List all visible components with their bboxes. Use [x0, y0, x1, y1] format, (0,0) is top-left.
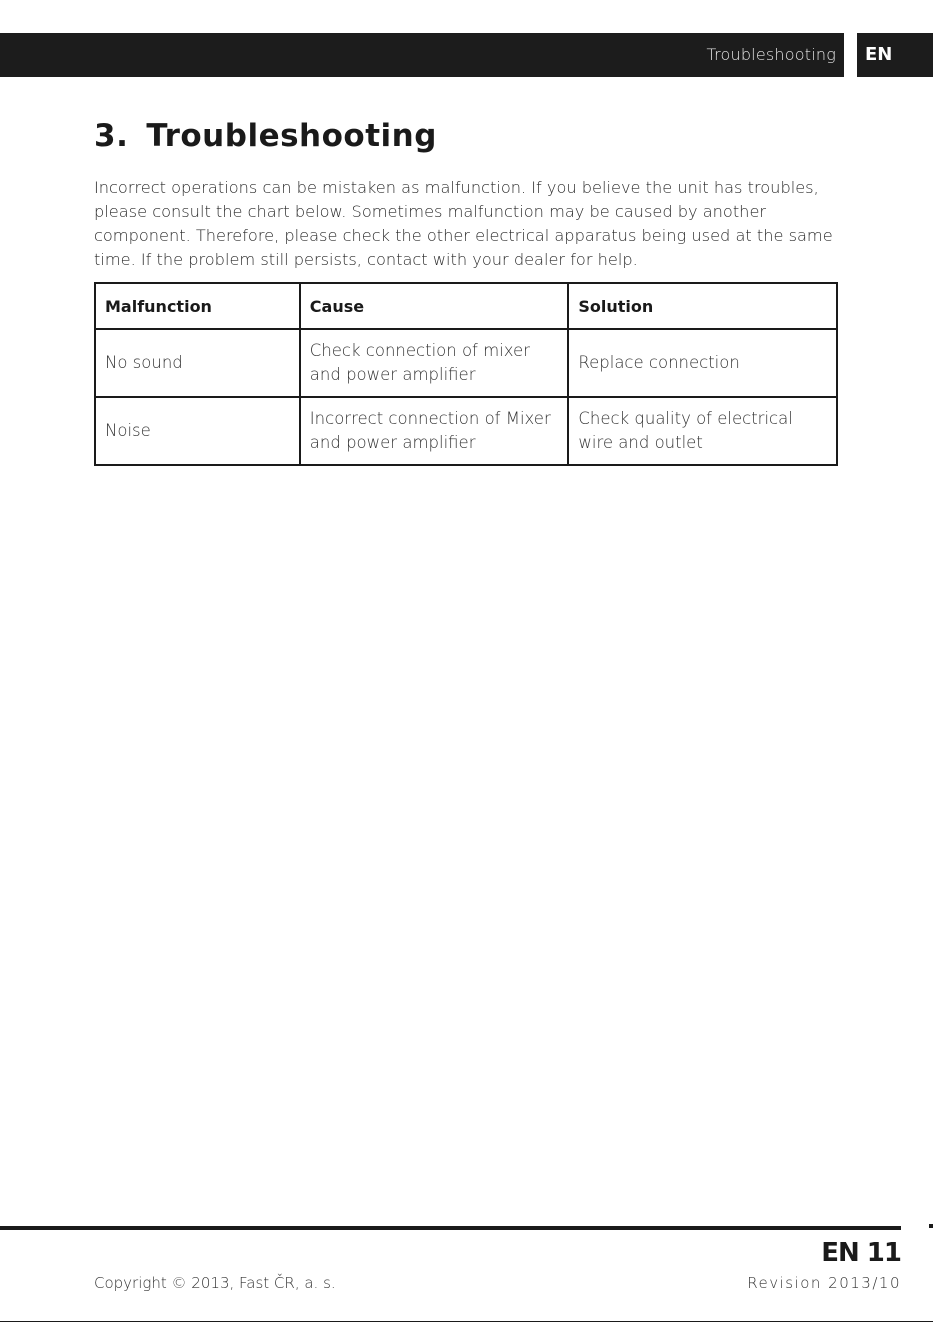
header-bar: [0, 33, 844, 77]
cell-solution: Replace connection: [568, 329, 837, 397]
table-row: [95, 397, 837, 465]
cell-cause: Check connection of mixer and power amplifier: [300, 329, 569, 397]
footer-divider-tick: [929, 1224, 933, 1228]
cell-malfunction: No sound: [95, 329, 300, 397]
language-tab: [857, 33, 933, 77]
cell-solution: Check quality of electrical wire and outlet: [568, 397, 837, 465]
cell-cause: Incorrect connection of Mixer and power amplifier: [300, 397, 569, 465]
copyright-text: Copyright © 2013, Fast ČR, a. s.: [94, 1274, 336, 1292]
troubleshooting-table: [94, 282, 838, 466]
header-malfunction: Malfunction: [95, 283, 300, 329]
section-title-text: Troubleshooting: [146, 118, 437, 154]
page-number: EN 11: [821, 1238, 901, 1268]
revision-text: Revision 2013/10: [747, 1274, 901, 1292]
header-section-label: Troubleshooting: [706, 45, 836, 64]
footer-divider: [0, 1226, 901, 1230]
table-header-row: [95, 283, 837, 329]
section-number: 3.: [94, 118, 129, 154]
bottom-edge-rule: [0, 1321, 933, 1322]
header-cause: Cause: [300, 283, 569, 329]
table-row: [95, 329, 837, 397]
language-label: EN: [865, 44, 893, 65]
cell-malfunction: Noise: [95, 397, 300, 465]
section-title: [94, 118, 437, 154]
header-solution: Solution: [568, 283, 837, 329]
intro-paragraph: Incorrect operations can be mistaken as malfunction. If you believe the unit has troubles, please consult the chart below. Sometimes malfunction may be caused by another component. Therefore, please check the other electrical apparatus being used at the same time. If the problem still persists, contact with your dealer for help.: [94, 178, 833, 269]
